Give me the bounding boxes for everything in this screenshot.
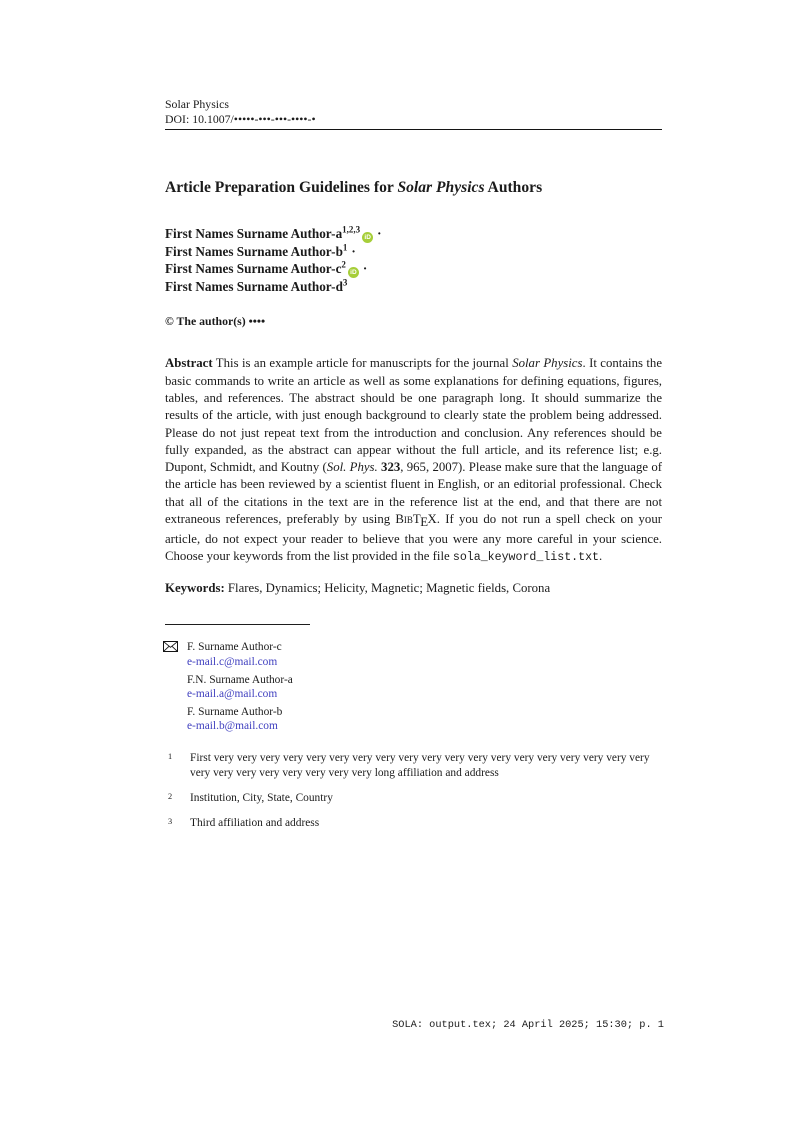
article-title (165, 178, 662, 198)
title-journal-italic: Solar Physics (397, 178, 485, 196)
keywords-label: Keywords: (165, 581, 225, 596)
abstract-text-segment: , 965, 2007). Please make sure that the language of the article has been reviewed by a scientist fluent in English, or an editorial professional. Check that all of the citations in the text are in the reference list at the end, and that there are not extraneous references, preferably by using (165, 460, 663, 527)
affiliation-item (165, 791, 662, 806)
correspondent-name: F. Surname Author-c (187, 641, 282, 654)
abstract-text-segment: This is an example article for manuscripts for the journal (212, 356, 513, 371)
abstract-italic-citation: Sol. Phys. (326, 460, 378, 475)
correspondence-entry (165, 705, 662, 734)
bibtex-logo-lowered-e: E (420, 514, 429, 529)
author-line (165, 278, 662, 295)
affiliation-number: 1 (168, 752, 173, 762)
affiliation-text: Institution, City, State, Country (190, 791, 333, 804)
correspondent-name: F.N. Surname Author-a (187, 673, 293, 686)
bibtex-logo-end: X (427, 512, 437, 527)
author-separator: · (362, 261, 368, 276)
running-header (165, 97, 662, 127)
affiliation-item (165, 816, 662, 831)
abstract-text-segment: . (599, 549, 603, 564)
author-line (165, 225, 662, 243)
correspondent-name: F. Surname Author-b (187, 705, 283, 718)
keywords-text: Flares, Dynamics; Helicity, Magnetic; Magnetic fields, Corona (224, 581, 551, 596)
affiliation-list (165, 751, 662, 831)
author-line (165, 260, 662, 278)
affiliation-item (165, 751, 662, 781)
affiliation-text: Third affiliation and address (190, 816, 320, 829)
author-name: First Names Surname Author-a (165, 225, 343, 241)
email-link[interactable]: e-mail.b@mail.com (187, 720, 278, 733)
title-segment: Article Preparation Guidelines for (165, 178, 398, 196)
author-name: First Names Surname Author-d (165, 279, 343, 294)
author-affiliation-sup: 3 (342, 277, 348, 288)
author-affiliation-sup: 2 (341, 259, 346, 270)
filename-code: sola_keyword_list.txt (452, 551, 599, 565)
affiliation-text: First very very very very very very very very very very very very very very very very very very very very very very very very very very very long affiliation and address (190, 752, 650, 780)
author-separator: · (351, 243, 356, 259)
correspondence-block (165, 640, 662, 734)
keywords-line (165, 581, 662, 596)
bibtex-logo-start: BibT (395, 512, 421, 527)
abstract-bold-volume: 323 (381, 460, 401, 475)
author-list (165, 225, 662, 296)
doi-line: DOI: 10.1007/•••••-•••-•••-••••-• (165, 111, 316, 126)
envelope-icon (163, 641, 178, 657)
title-segment: Authors (484, 178, 543, 196)
orcid-icon[interactable]: iD (348, 267, 359, 278)
abstract-text-segment: . If you do not run a spell check on your article, do not expect your reader to believe that you were any more careful in your science. Choose your keywords from the list provided in the file (165, 512, 662, 564)
abstract-paragraph (165, 355, 662, 566)
email-link[interactable]: e-mail.c@mail.com (187, 656, 278, 669)
email-link[interactable]: e-mail.a@mail.com (187, 688, 278, 701)
affiliation-number: 2 (168, 791, 173, 801)
author-affiliation-sup: 1 (342, 242, 348, 253)
footnote-rule (165, 624, 310, 625)
abstract-italic-journal: Solar Physics (512, 356, 583, 371)
author-name: First Names Surname Author-b (165, 243, 343, 259)
correspondence-entry (165, 673, 662, 702)
page-footer: SOLA: output.tex; 24 April 2025; 15:30; p. 1 (392, 1019, 664, 1031)
correspondence-entry (165, 640, 662, 669)
copyright-line: © The author(s) •••• (165, 314, 266, 329)
header-rule (165, 129, 662, 130)
affiliation-number: 3 (168, 816, 173, 826)
content-column (165, 0, 662, 840)
abstract-label: Abstract (165, 356, 213, 371)
abstract-text-segment: . It contains the basic commands to write an article as well as some explanations for defining equations, figures, tables, and references. The abstract should be one paragraph long. It should summarize the results of the article, with just enough background to clearly state the problem being addressed. Please do not just repeat text from the introduction and conclusion. Any references should be fully expanded, as the abstract can appear without the full article, and its reference list; e.g. Dupont, Schmidt, and Koutny ( (165, 356, 662, 475)
author-line (165, 243, 662, 260)
orcid-icon[interactable]: iD (362, 232, 373, 243)
author-separator: · (377, 225, 382, 241)
author-affiliation-sup: 1,2,3 (342, 224, 361, 235)
author-name: First Names Surname Author-c (165, 261, 342, 276)
journal-name: Solar Physics (165, 97, 229, 111)
